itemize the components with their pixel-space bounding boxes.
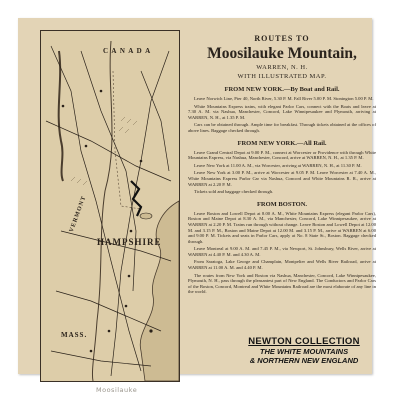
place-subtitle: WARREN, N. H. xyxy=(256,64,308,71)
paragraph: Leave Grand Central Depot at 9.00 P. M., connect at Worcester or Providence with through White Mountains Express, via Nashua, Manchester, Concord, arrive at WARREN, N. H., at 1.35 P. M. xyxy=(188,149,376,161)
paragraph: The routes from New York and Boston via Nashua, Manchester, Concord, Lake Winnipesaukee, Plymouth, N. H., pass through the pleasantest part of New England. The Conductors and Parlor Cars of the Boston, Concord, Montreal and White Mountains Railroad are the most elaborate of any line in the world. xyxy=(188,272,376,295)
lake-winnipesaukee xyxy=(140,213,152,219)
paragraph: White Mountains Express trains, with elegant Parlor Cars, connect with the Boats and leave at 7.30 A. M. via Nashua, Manchester, Concord, Lake Winnipesaukee and Plymouth, arriving at WARREN, N. H., at 1.35 P. M. xyxy=(188,103,376,120)
map-drawing xyxy=(41,31,179,381)
section-body-ny-boat xyxy=(188,96,376,134)
paragraph: Cars can be obtained through. Ample time for breakfast. Through tickets obtained at the offices of above lines. Baggage checked through. xyxy=(188,122,376,133)
section-body-boston xyxy=(188,211,376,295)
section-heading-boston: FROM BOSTON. xyxy=(256,200,308,208)
stamp-line-1: NEWTON COLLECTION xyxy=(248,336,360,347)
section-heading-ny-boat: FROM NEW YORK.—By Boat and Rail. xyxy=(224,86,340,93)
text-column xyxy=(188,30,376,297)
lake-champlain xyxy=(59,51,63,181)
paragraph: Leave Montreal at 9.00 A. M. and 7.45 P. M., via Newport, St. Johnsbury, Wells River, arrive at WARREN at 4.40 P. M. and 4.30 A. M. xyxy=(188,246,376,257)
map-label-canada: C A N A D A xyxy=(103,47,152,55)
ocean-area xyxy=(140,201,179,381)
pencil-annotation: Moosilauke xyxy=(96,386,138,394)
paragraph: Leave New York at 11.00 A. M., via Worcester, arriving at WARREN, N. H., at 11.30 P. M. xyxy=(194,162,362,168)
stamp-line-3: & NORTHERN NEW ENGLAND xyxy=(249,356,359,365)
paragraph: Leave Norwich Line, Pier 40, North River, 5.30 P. M. Fall River 5.00 P. M. Stonington 5.00 P. M. xyxy=(194,96,374,101)
routes-to-heading: ROUTES TO xyxy=(254,34,310,43)
railroad-map xyxy=(40,30,180,382)
paragraph: Tickets sold and baggage checked through. xyxy=(194,189,274,195)
map-subtitle: WITH ILLUSTRATED MAP. xyxy=(237,73,327,80)
main-title: Moosilauke Mountain, xyxy=(207,45,357,62)
stamp-line-2: THE WHITE MOUNTAINS xyxy=(259,347,349,356)
map-label-mass: MASS. xyxy=(61,331,88,339)
collection-stamp xyxy=(228,336,380,365)
map-label-vermont: VERMONT xyxy=(68,194,88,234)
paragraph: Leave New York at 3.00 P. M., arrive at Worcester at 9.05 P. M. Leave Worcester at 7.40 A. M., White Mountains Express Parlor Car via Nashua, Concord and White Mountains R. R., arrive at WARREN at 2.20 P. M. xyxy=(188,170,376,187)
section-heading-ny-rail: FROM NEW YORK.—All Rail. xyxy=(237,139,327,147)
paragraph: From Saratoga, Lake George and Champlain, Montpelier and Wells River Railroad, arrive at WARREN at 11.00 A. M. and 4.40 P. M. xyxy=(188,259,376,271)
section-body-ny-rail xyxy=(188,150,376,195)
paragraph: Leave Boston and Lowell Depot at 8.00 A. M., White Mountains Express (elegant Parlor Cars), Boston and Maine Depot at 8.30 A. M., via Manchester, Concord, Lake Winnipesaukee, arrive at WARREN at 2.20 P. M. Trains run through without change. Leave Boston and Lowell Depot at 12.00 M. and 3.15 P. M., Boston and Maine Depot at 12.00 M. and 3.15 P. M., arrive at WARREN at 6.00 and 9.00 P. M. Tickets and seats in Parlor Cars, apply at No. 8 State St., Boston. Baggage checked through. xyxy=(188,210,376,244)
map-label-hampshire: HAMPSHIRE xyxy=(97,237,162,247)
